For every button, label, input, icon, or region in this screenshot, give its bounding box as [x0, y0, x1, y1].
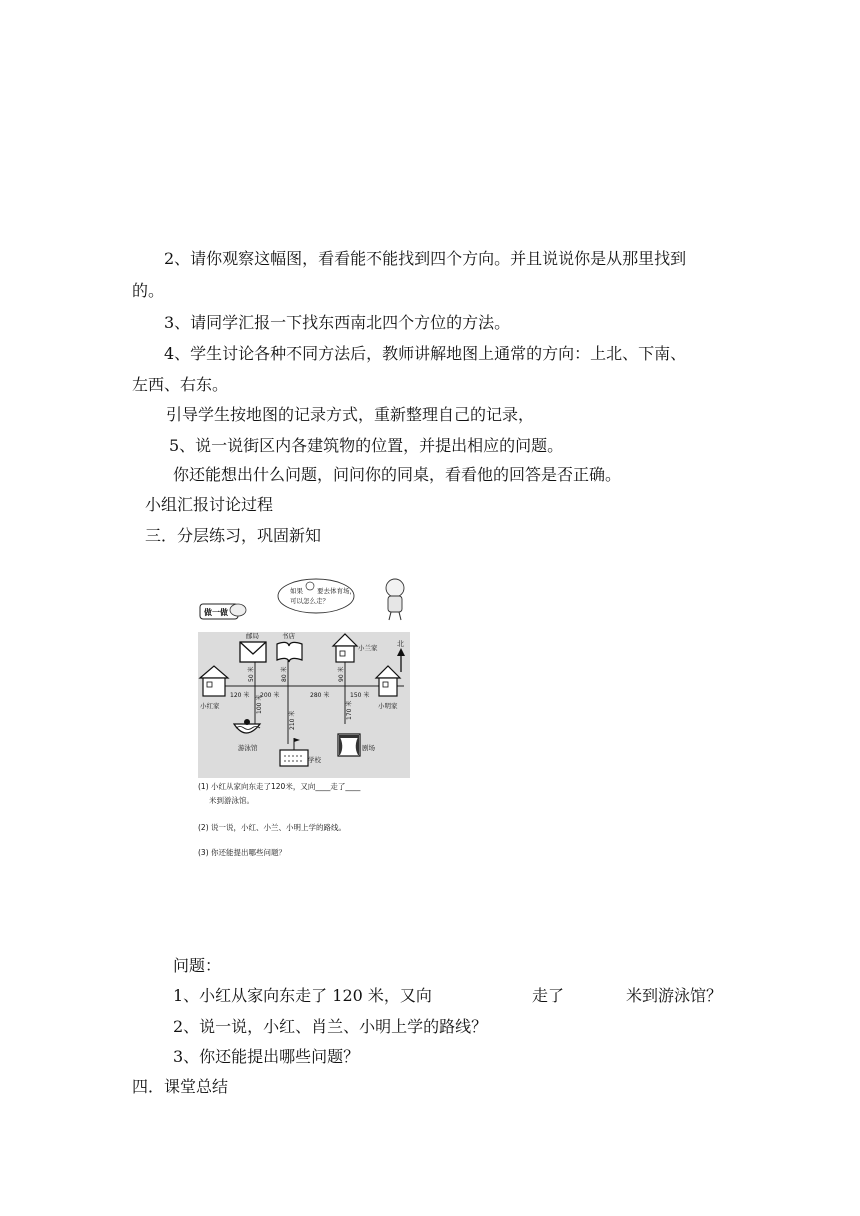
xiaolan-home-label: 小兰家 [358, 644, 378, 652]
swimming-pool-label: 游泳馆 [238, 744, 258, 752]
xiaohong-home-label: 小红家 [200, 702, 220, 710]
distance-150: 150 米 [350, 692, 370, 699]
group-report: 小组汇报讨论过程 [145, 495, 274, 514]
distance-100: 100 米 [256, 694, 263, 714]
distance-90: 90 米 [338, 666, 345, 682]
guide-paragraph: 引导学生按地图的记录方式，重新整理自己的记录， [166, 405, 535, 424]
section-4-heading: 四．课堂总结 [132, 1077, 229, 1096]
paragraph-2-line-1: 2、请你观察这幅图，看看能不能找到四个方向。并且说说你是从那里找到 [164, 249, 687, 268]
paragraph-3: 3、请同学汇报一下找东西南北四个方位的方法。 [164, 313, 511, 332]
do-it-label: 做一做 [204, 608, 228, 617]
distance-210: 210 米 [289, 710, 296, 730]
distance-170: 170 米 [346, 700, 353, 720]
figure-question-2: (2) 说一说，小红、小兰、小明上学的路线。 [198, 823, 347, 832]
speech-line-2: 要去体育场， [317, 587, 356, 595]
bookstore-label: 书店 [282, 632, 295, 640]
map-illustration [198, 574, 410, 862]
paragraph-4-line-2: 左西、右东。 [132, 375, 229, 394]
post-office-label: 邮局 [246, 632, 259, 640]
question-1-part-2: 走了 [532, 986, 565, 1005]
question-2: 2、说一说，小红、肖兰、小明上学的路线？ [173, 1017, 488, 1036]
school-label: 学校 [308, 756, 321, 764]
question-1-part-3: 米到游泳馆？ [626, 986, 723, 1005]
distance-120: 120 米 [230, 692, 250, 699]
figure-question-1b: 米到游泳馆。 [209, 796, 254, 805]
section-3-heading: 三．分层练习，巩固新知 [145, 526, 322, 545]
question-3: 3、你还能提出哪些问题？ [173, 1047, 360, 1066]
speech-bubble [278, 579, 356, 613]
speech-line-1: 如果 [290, 587, 303, 595]
paragraph-5: 5、说一说街区内各建筑物的位置，并提出相应的问题。 [169, 436, 564, 455]
questions-heading: 问题： [173, 956, 222, 975]
kid-face-icon [306, 582, 314, 590]
figure-question-3: (3) 你还能提出哪些问题？ [198, 848, 287, 857]
theater-label: 剧场 [362, 744, 375, 752]
distance-200: 200 米 [260, 692, 280, 699]
distance-80: 80 米 [281, 666, 288, 682]
paragraph-4-line-1: 4、学生讨论各种不同方法后，教师讲解地图上通常的方向：上北、下南、 [164, 344, 687, 363]
distance-280: 280 米 [310, 692, 330, 699]
xiaoming-home-label: 小明家 [378, 702, 398, 710]
distance-50: 50 米 [248, 666, 255, 682]
paragraph-2-line-2: 的。 [132, 281, 165, 300]
textbook-map-figure [198, 574, 410, 862]
speech-line-3: 可以怎么走？ [290, 597, 329, 605]
do-it-badge [200, 604, 246, 619]
mouse-mascot-icon [230, 604, 246, 616]
girl-character-icon [386, 579, 404, 620]
north-label: 北 [397, 640, 404, 648]
question-1-part-1: 1、小红从家向东走了 120 米，又向 [173, 986, 432, 1005]
ask-paragraph: 你还能想出什么问题，问问你的同桌，看看他的回答是否正确。 [173, 465, 622, 484]
figure-question-1a: (1) 小红从家向东走了120米，又向____走了____ [198, 782, 361, 791]
